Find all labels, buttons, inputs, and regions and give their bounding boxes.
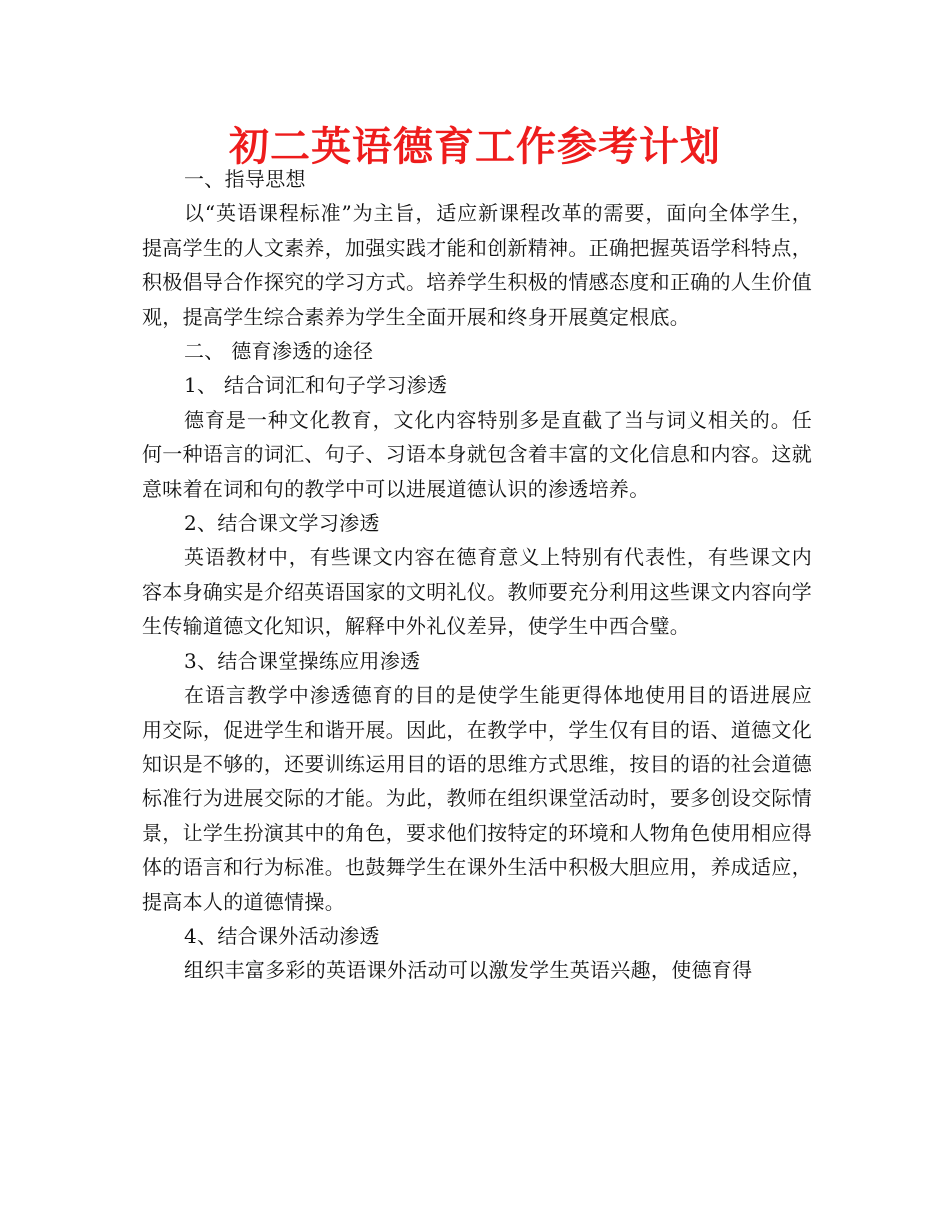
- paragraph-extracurricular: 组织丰富多彩的英语课外活动可以激发学生英语兴趣，使德育得: [184, 958, 753, 983]
- paragraph-guiding-thought: 以“英语课程标准”为主旨，适应新课程改革的需要，面向全体学生，提高学生的人文素养，加强实践才能和创新精神。正确把握英语学科特点，积极倡导合作探究的学习方式。培养学生积极的情感态度和正确的人生价值观，提高学生综合素养为学生全面开展和终身开展奠定根底。: [142, 201, 812, 329]
- section-heading-guiding-thought: 一、指导思想: [184, 167, 306, 191]
- paragraph-classroom-practice: 在语言教学中渗透德育的目的是使学生能更得体地使用目的语进展应用交际，促进学生和谐开展。因此，在教学中，学生仅有目的语、道德文化知识是不够的，还要训练运用目的语的思维方式思维，按目的语的社会道德标准行为进展交际的才能。为此，教师在组织课堂活动时，要多创设交际情景，让学生扮演其中的角色，要求他们按特定的环境和人物角色使用相应得体的语言和行为标准。也鼓舞学生在课外生活中积极大胆应用，养成适应，提高本人的道德情操。: [142, 683, 812, 914]
- document-title: 初二英语德育工作参考计划: [229, 124, 721, 170]
- subheading-text-study: 2、结合课文学习渗透: [184, 511, 380, 536]
- subheading-classroom-practice: 3、结合课堂操练应用渗透: [184, 648, 421, 673]
- document-body: [142, 162, 812, 988]
- paragraph-vocabulary-sentences: 德育是一种文化教育，文化内容特别多是直截了当与词义相关的。任何一种语言的词汇、句子、习语本身就包含着丰富的文化信息和内容。这就意味着在词和句的教学中可以进展道德认识的渗透培养。: [142, 407, 812, 501]
- section-heading-moral-education-paths: 二、 德育渗透的途径: [184, 339, 374, 364]
- subheading-vocabulary-sentences: 1、 结合词汇和句子学习渗透: [184, 373, 448, 398]
- subheading-extracurricular: 4、结合课外活动渗透: [184, 923, 380, 948]
- paragraph-text-study: 英语教材中，有些课文内容在德育意义上特别有代表性，有些课文内容本身确实是介绍英语国家的文明礼仪。教师要充分利用这些课文内容向学生传输道德文化知识，解释中外礼仪差异，使学生中西合璧。: [142, 545, 812, 639]
